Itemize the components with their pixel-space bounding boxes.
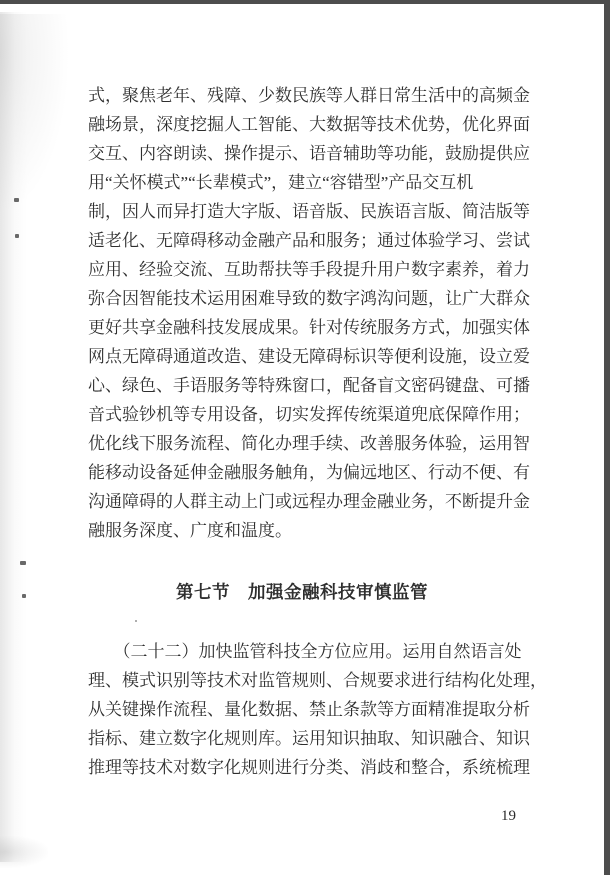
scan-speck [15,234,19,238]
text-line: 制，因人而异打造大字版、语音版、民族语言版、简洁版等 [88,202,530,221]
text-line: 更好共享金融科技发展成果。针对传统服务方式，加强实体 [88,318,530,337]
text-line: 心、绿色、手语服务等特殊窗口，配备盲文密码键盘、可播 [88,376,530,395]
text-line: 融服务深度、广度和温度。 [88,521,292,540]
scan-top-edge [0,0,610,4]
text-line: 网点无障碍通道改造、建设无障碍标识等便利设施，设立爱 [88,347,530,366]
text-line: 融场景，深度挖掘人工智能、大数据等技术优势，优化界面 [88,115,530,134]
text-line: 适老化、无障碍移动金融产品和服务；通过体验学习、尝试 [88,231,530,250]
text-line: 应用、经验交流、互助帮扶等手段提升用户数字素养，着力 [88,260,530,279]
text-line: 能移动设备延伸金融服务触角，为偏远地区、行动不便、有 [88,463,530,482]
text-line: 弥合因智能技术运用困难导致的数字鸿沟问题，让广大群众 [88,289,530,308]
text-line: 优化线下服务流程、简化办理手续、改善服务体验，运用智 [88,434,530,453]
text-line: 从关键操作流程、量化数据、禁止条款等方面精准提取分析 [88,700,530,719]
scan-speck [14,198,19,202]
text-line: 交互、内容朗读、操作提示、语音辅助等功能，鼓励提供应 [88,144,530,163]
page-number: 19 [501,808,516,824]
scan-speck [135,620,137,622]
text-line: 沟通障碍的人群主动上门或远程办理金融业务，不断提升金 [88,492,530,511]
scan-right-edge [604,0,610,875]
text-line: 推理等技术对数字化规则进行分类、消歧和整合，系统梳理 [88,758,530,777]
text-line: 指标、建立数字化规则库。运用知识抽取、知识融合、知识 [88,729,530,748]
text-line: 用“关怀模式”“长辈模式”，建立“容错型”产品交互机 [88,173,474,192]
text-line: 理、模式识别等技术对监管规则、合规要求进行结构化处理， [88,671,547,690]
section-heading: 第七节 加强金融科技审慎监管 [176,582,428,602]
scan-left-paper-shadow-top [0,14,70,214]
scan-speck [20,561,26,565]
text-line: 式，聚焦老年、残障、少数民族等人群日常生活中的高频金 [88,86,530,105]
text-line: 音式验钞机等专用设备，切实发挥传统渠道兜底保障作用； [88,405,530,424]
text-line: （二十二）加快监管科技全方位应用。运用自然语言处 [88,642,522,661]
scan-smudge [0,836,48,868]
body-paragraph-continued [88,81,563,545]
body-paragraph-item-22 [88,637,563,782]
